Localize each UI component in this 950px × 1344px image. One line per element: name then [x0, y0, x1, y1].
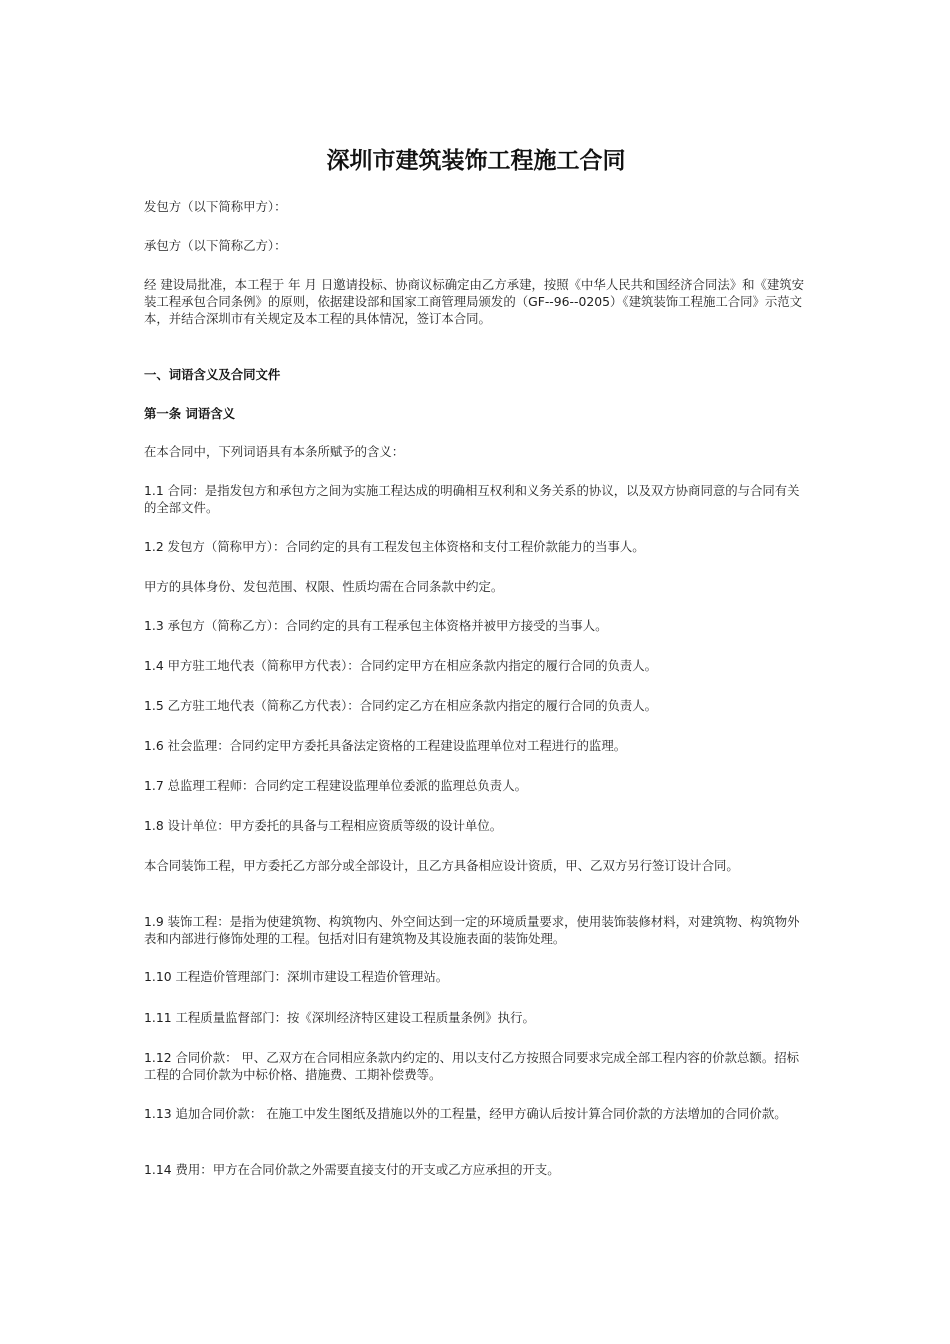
party-b-line: 承包方（以下简称乙方）： — [144, 238, 287, 253]
clause-1-8: 1.8 设计单位：甲方委托的具备与工程相应资质等级的设计单位。 — [144, 818, 503, 833]
clause-1-2-note: 甲方的具体身份、发包范围、权限、性质均需在合同条款中约定。 — [144, 579, 504, 594]
article-intro: 在本合同中，下列词语具有本条所赋予的含义： — [144, 444, 405, 459]
clause-1-2: 1.2 发包方（简称甲方）：合同约定的具有工程发包主体资格和支付工程价款能力的当事人。 — [144, 539, 645, 554]
clause-1-9: 1.9 装饰工程：是指为使建筑物、构筑物内、外空间达到一定的环境质量要求，使用装饰装修材料，对建筑物、构筑物外表和内部进行修饰处理的工程。包括对旧有建筑物及其设施表面的装饰处理。 — [144, 914, 800, 946]
article-heading: 第一条 词语含义 — [144, 406, 236, 421]
clause-1-12: 1.12 合同价款： 甲、乙双方在合同相应条款内约定的、用以支付乙方按照合同要求完成全部工程内容的价款总额。招标工程的合同价款为中标价格、措施费、工期补偿费等。 — [144, 1050, 799, 1082]
clause-1-8-note: 本合同装饰工程，甲方委托乙方部分或全部设计，且乙方具备相应设计资质，甲、乙双方另行签订设计合同。 — [144, 858, 739, 873]
clause-1-3: 1.3 承包方（简称乙方）：合同约定的具有工程承包主体资格并被甲方接受的当事人。 — [144, 618, 608, 633]
clause-1-10: 1.10 工程造价管理部门：深圳市建设工程造价管理站。 — [144, 969, 449, 984]
clause-1-6: 1.6 社会监理：合同约定甲方委托具备法定资格的工程建设监理单位对工程进行的监理。 — [144, 738, 627, 753]
section-heading: 一、词语含义及合同文件 — [144, 367, 281, 382]
clause-1-4: 1.4 甲方驻工地代表（简称甲方代表）：合同约定甲方在相应条款内指定的履行合同的负责人。 — [144, 658, 658, 673]
document-title: 深圳市建筑装饰工程施工合同 — [326, 147, 626, 174]
clause-1-1: 1.1 合同：是指发包方和承包方之间为实施工程达成的明确相互权利和义务关系的协议，以及双方协商同意的与合同有关的全部文件。 — [144, 483, 800, 515]
clause-1-7: 1.7 总监理工程师：合同约定工程建设监理单位委派的监理总负责人。 — [144, 778, 527, 793]
clause-1-13: 1.13 追加合同价款： 在施工中发生图纸及措施以外的工程量，经甲方确认后按计算合同价款的方法增加的合同价款。 — [144, 1106, 787, 1121]
clause-1-11: 1.11 工程质量监督部门：按《深圳经济特区建设工程质量条例》执行。 — [144, 1010, 535, 1025]
clause-1-5: 1.5 乙方驻工地代表（简称乙方代表）：合同约定乙方在相应条款内指定的履行合同的负责人。 — [144, 698, 658, 713]
preamble-paragraph: 经 建设局批准，本工程于 年 月 日邀请投标、协商议标确定由乙方承建，按照《中华人民共和国经济合同法》和《建筑安装工程承包合同条例》的原则，依据建设部和国家工商管理局颁发的（GF--96--0205）《建筑装饰工程施工合同》示范文本，并结合深圳市有关规定及本工程的具体情况，签订本合同。 — [144, 277, 805, 326]
clause-1-14: 1.14 费用：甲方在合同价款之外需要直接支付的开支或乙方应承担的开支。 — [144, 1162, 560, 1177]
party-a-line: 发包方（以下简称甲方）： — [144, 199, 287, 214]
